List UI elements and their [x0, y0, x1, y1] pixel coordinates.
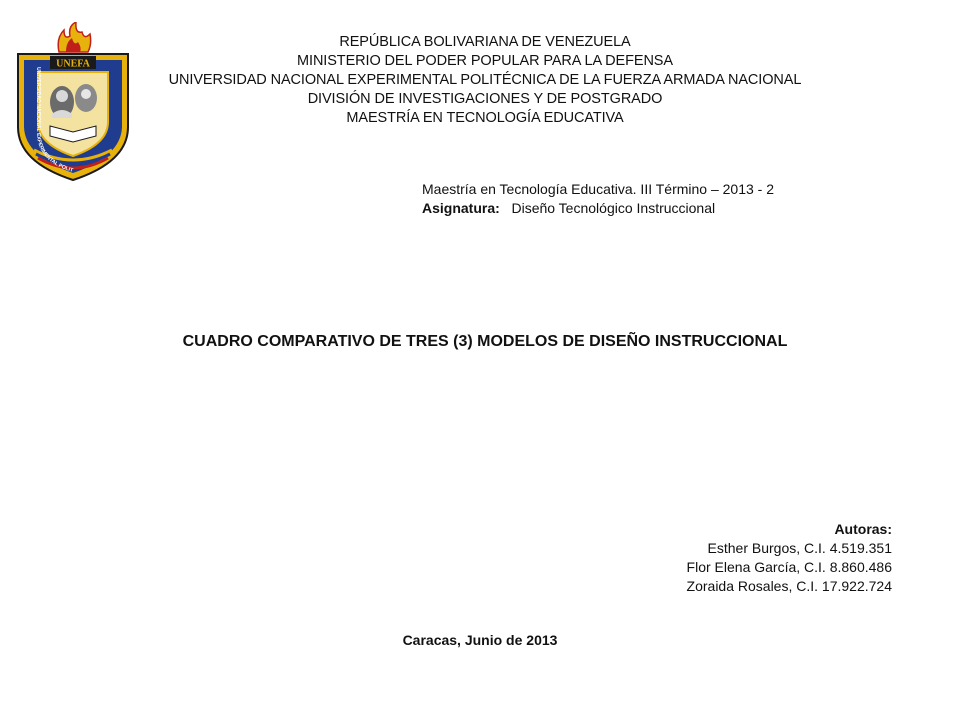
subject-value: Diseño Tecnológico Instruccional	[511, 200, 716, 216]
portrait-icon	[50, 86, 74, 118]
document-title: CUADRO COMPARATIVO DE TRES (3) MODELOS DE DISEÑO INSTRUCCIONAL	[182, 333, 788, 350]
svg-text:UNIVERSIDAD NACIONAL EXPERIMEN: UNIVERSIDAD NACIONAL EXPERIMENTAL POLIT	[34, 67, 74, 174]
authors-label: Autoras:	[834, 521, 892, 537]
torch-flame-icon	[58, 22, 90, 52]
logo-acronym: UNEFA	[56, 58, 90, 70]
place-date: Caracas, Junio de 2013	[402, 632, 558, 648]
header-line-masters: MAESTRÍA EN TECNOLOGÍA EDUCATIVA	[346, 110, 624, 126]
header-line-university: UNIVERSIDAD NACIONAL EXPERIMENTAL POLITÉCNICA DE LA FUERZA ARMADA NACIONAL	[168, 72, 802, 88]
subject-label: Asignatura:	[422, 200, 500, 216]
institution-header	[110, 33, 860, 128]
author-name: Esther Burgos, C.I. 4.519.351	[707, 540, 892, 556]
emblem-icon	[75, 84, 97, 112]
author-name: Flor Elena García, C.I. 8.860.486	[686, 559, 892, 575]
header-line-division: DIVISIÓN DE INVESTIGACIONES Y DE POSTGRADO	[307, 91, 663, 107]
author-name: Zoraida Rosales, C.I. 17.922.724	[686, 578, 892, 594]
course-info	[422, 180, 774, 218]
authors-block	[687, 520, 892, 596]
header-line-republic: REPÚBLICA BOLIVARIANA DE VENEZUELA	[339, 34, 631, 50]
course-subject	[422, 199, 774, 218]
header-line-ministry: MINISTERIO DEL PODER POPULAR PARA LA DEFENSA	[297, 53, 673, 69]
course-program: Maestría en Tecnología Educativa. III Término – 2013 - 2	[422, 181, 775, 197]
